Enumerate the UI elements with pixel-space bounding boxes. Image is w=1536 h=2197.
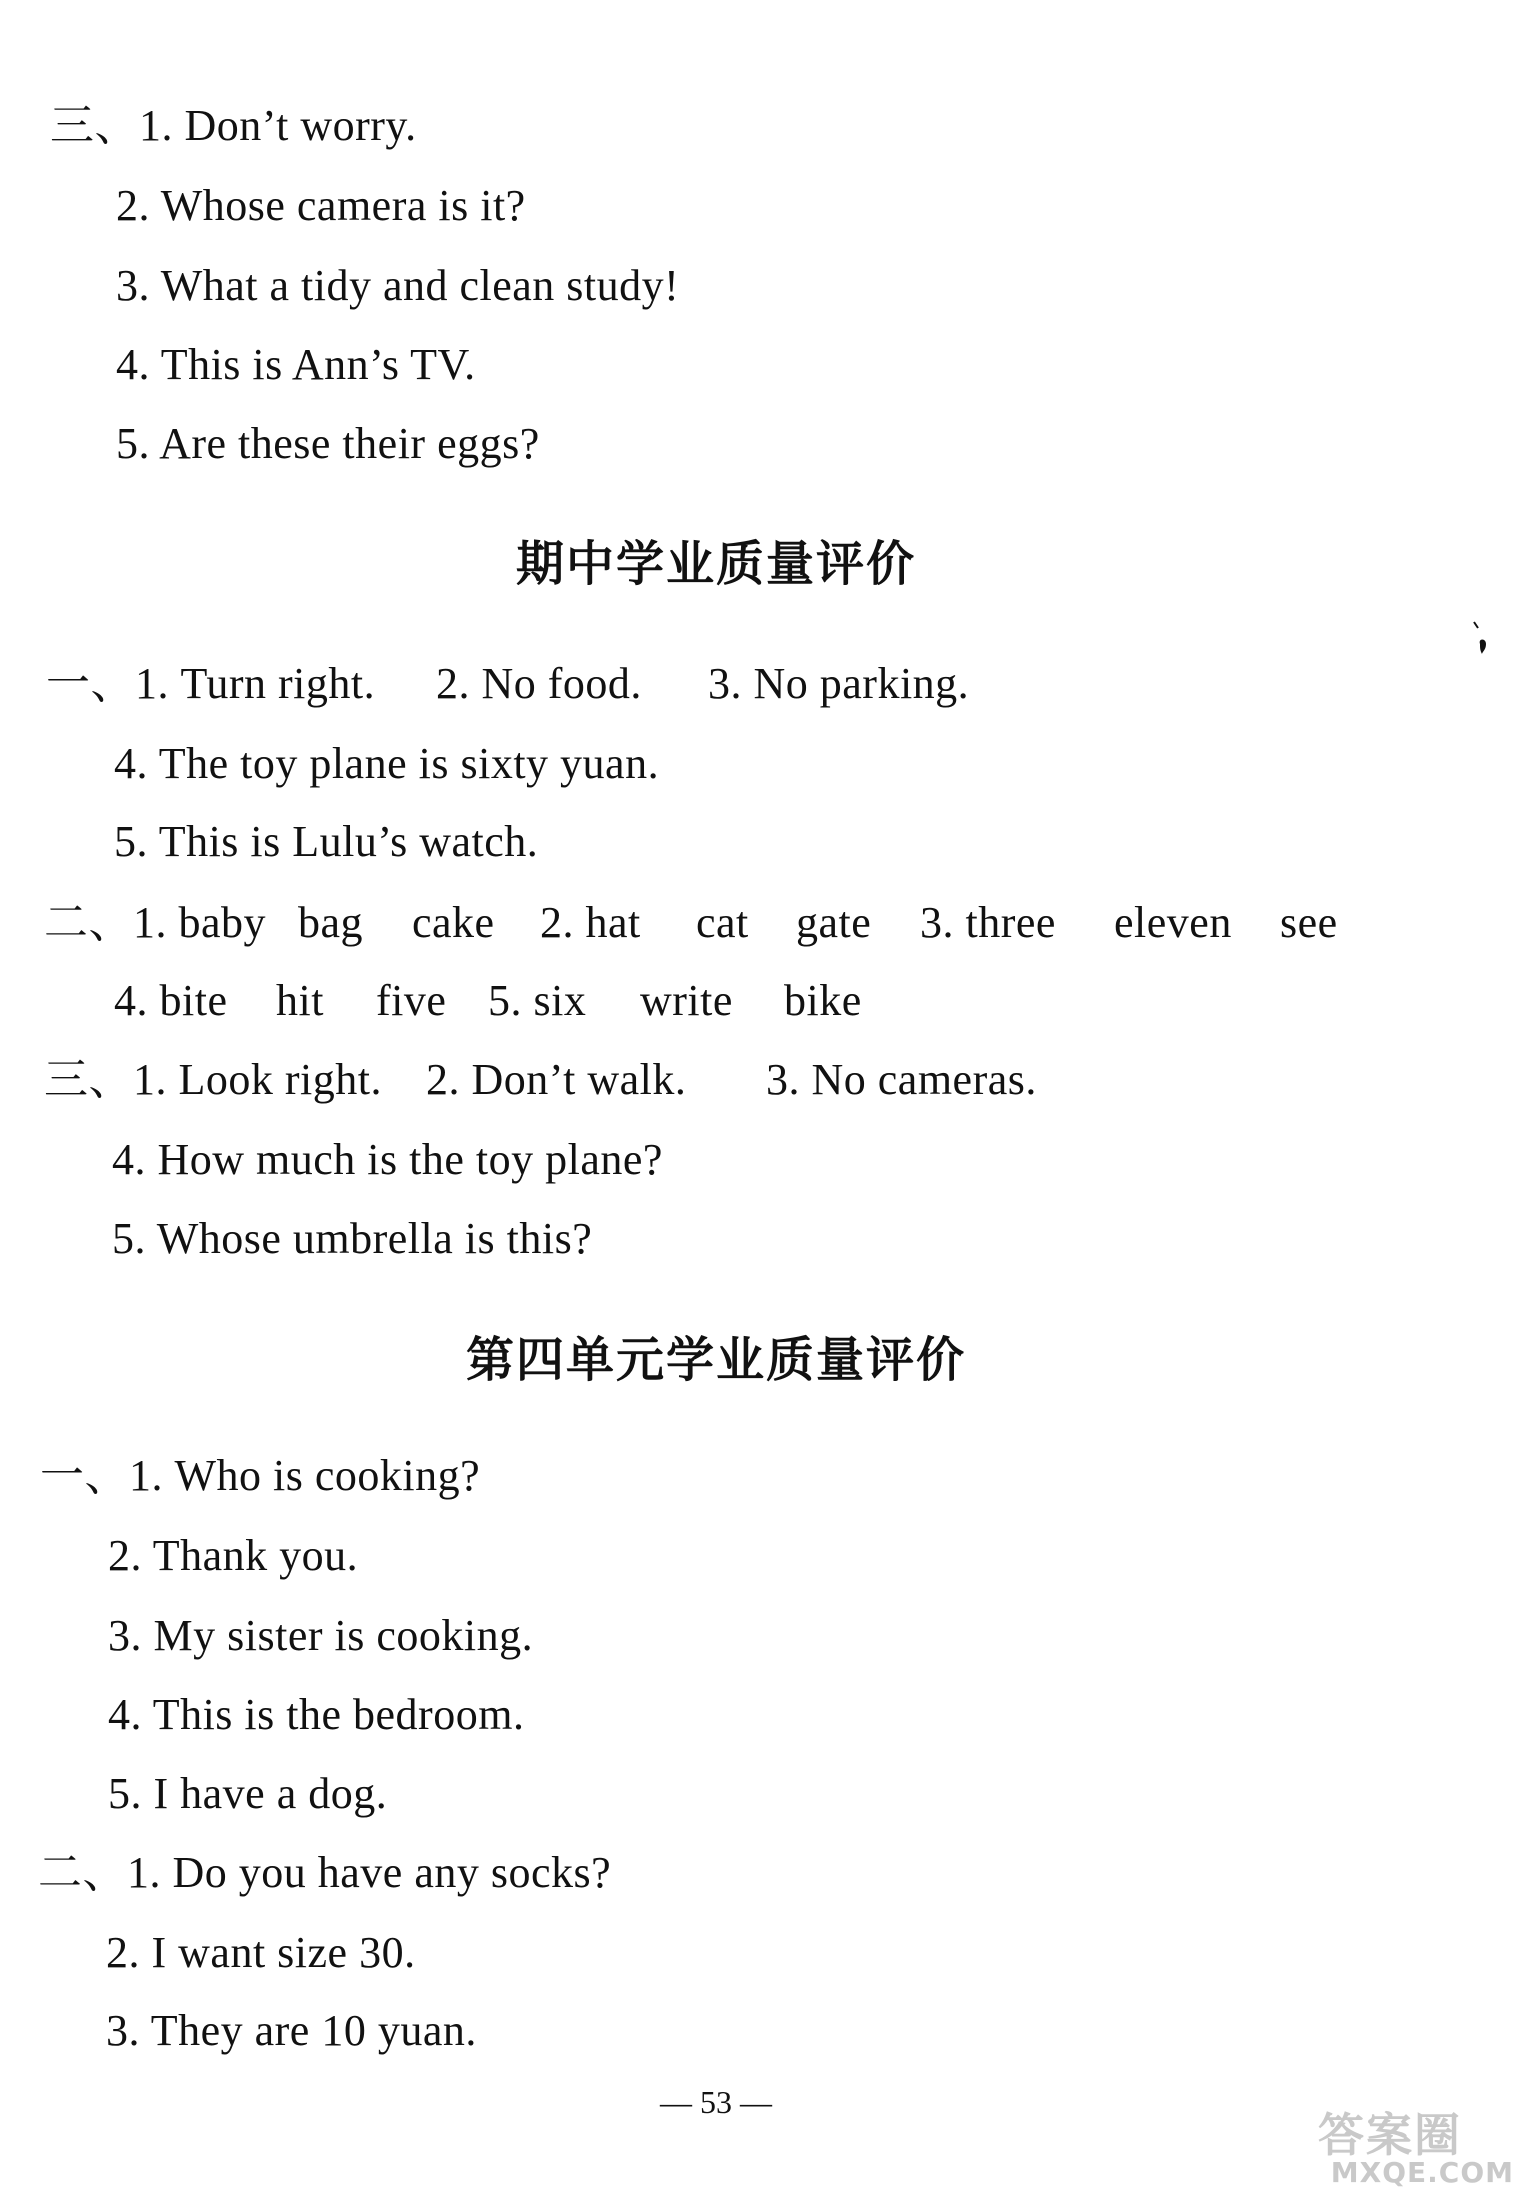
answer-item: 2. No food. bbox=[436, 659, 642, 708]
answer-line: 5. Are these their eggs? bbox=[116, 419, 540, 468]
answer-line: 4. The toy plane is sixty yuan. bbox=[114, 739, 660, 788]
answer-item: write bbox=[640, 976, 733, 1025]
answer-line: 3. What a tidy and clean study! bbox=[116, 261, 680, 310]
answer-item: 2. Don’t walk. bbox=[426, 1055, 687, 1104]
section-heading-unit4: 第四单元学业质量评价 bbox=[465, 1332, 966, 1388]
answer-line: 2. I want size 30. bbox=[106, 1928, 416, 1977]
answer-line: 5. Whose umbrella is this? bbox=[112, 1214, 593, 1263]
answer-line: 3. They are 10 yuan. bbox=[106, 2006, 477, 2055]
answer-item: see bbox=[1280, 898, 1338, 947]
answer-line: 5. I have a dog. bbox=[108, 1769, 388, 1818]
answer-item: 二、1. baby bbox=[44, 898, 267, 947]
answer-line: 3. My sister is cooking. bbox=[108, 1611, 534, 1660]
answer-item: five bbox=[376, 976, 447, 1025]
watermark-en: MXQE.COM bbox=[1330, 2156, 1514, 2189]
answer-line: 二、1. Do you have any socks? bbox=[38, 1848, 612, 1897]
answer-item: 3. No parking. bbox=[708, 659, 970, 708]
answer-line: 一、1. Who is cooking? bbox=[40, 1451, 481, 1500]
answer-item: 2. hat bbox=[540, 898, 641, 947]
answer-line: 三、1. Don’t worry. bbox=[50, 101, 417, 150]
answer-line: 5. This is Lulu’s watch. bbox=[114, 817, 539, 866]
watermark-cn: 答案圈 bbox=[1318, 2108, 1462, 2162]
answer-line: 4. This is Ann’s TV. bbox=[116, 340, 476, 389]
answer-item: 三、1. Look right. bbox=[44, 1055, 382, 1104]
answer-item: 一、1. Turn right. bbox=[46, 659, 376, 708]
page-number: — 53 — bbox=[660, 2084, 772, 2120]
answer-item: hit bbox=[276, 976, 324, 1025]
answer-item: gate bbox=[796, 898, 872, 947]
answer-line bbox=[44, 1052, 1037, 1108]
answer-item: 3. three bbox=[920, 898, 1056, 947]
answer-line: 2. Thank you. bbox=[108, 1531, 359, 1580]
answer-item: cat bbox=[696, 898, 749, 947]
scan-speck bbox=[1470, 620, 1496, 660]
answer-line: 4. How much is the toy plane? bbox=[112, 1135, 663, 1184]
answer-item: eleven bbox=[1114, 898, 1232, 947]
section-heading-midterm: 期中学业质量评价 bbox=[515, 536, 916, 592]
watermark-logo bbox=[1314, 2099, 1514, 2189]
answer-item: bag bbox=[298, 898, 364, 947]
answer-item: 4. bite bbox=[114, 976, 228, 1025]
answer-line: 4. This is the bedroom. bbox=[108, 1690, 525, 1739]
answer-item: 5. six bbox=[488, 976, 587, 1025]
answer-item: 3. No cameras. bbox=[766, 1055, 1037, 1104]
answer-line bbox=[46, 656, 970, 712]
answer-line: 2. Whose camera is it? bbox=[116, 181, 526, 230]
answer-item: cake bbox=[412, 898, 495, 947]
answer-item: bike bbox=[784, 976, 862, 1025]
